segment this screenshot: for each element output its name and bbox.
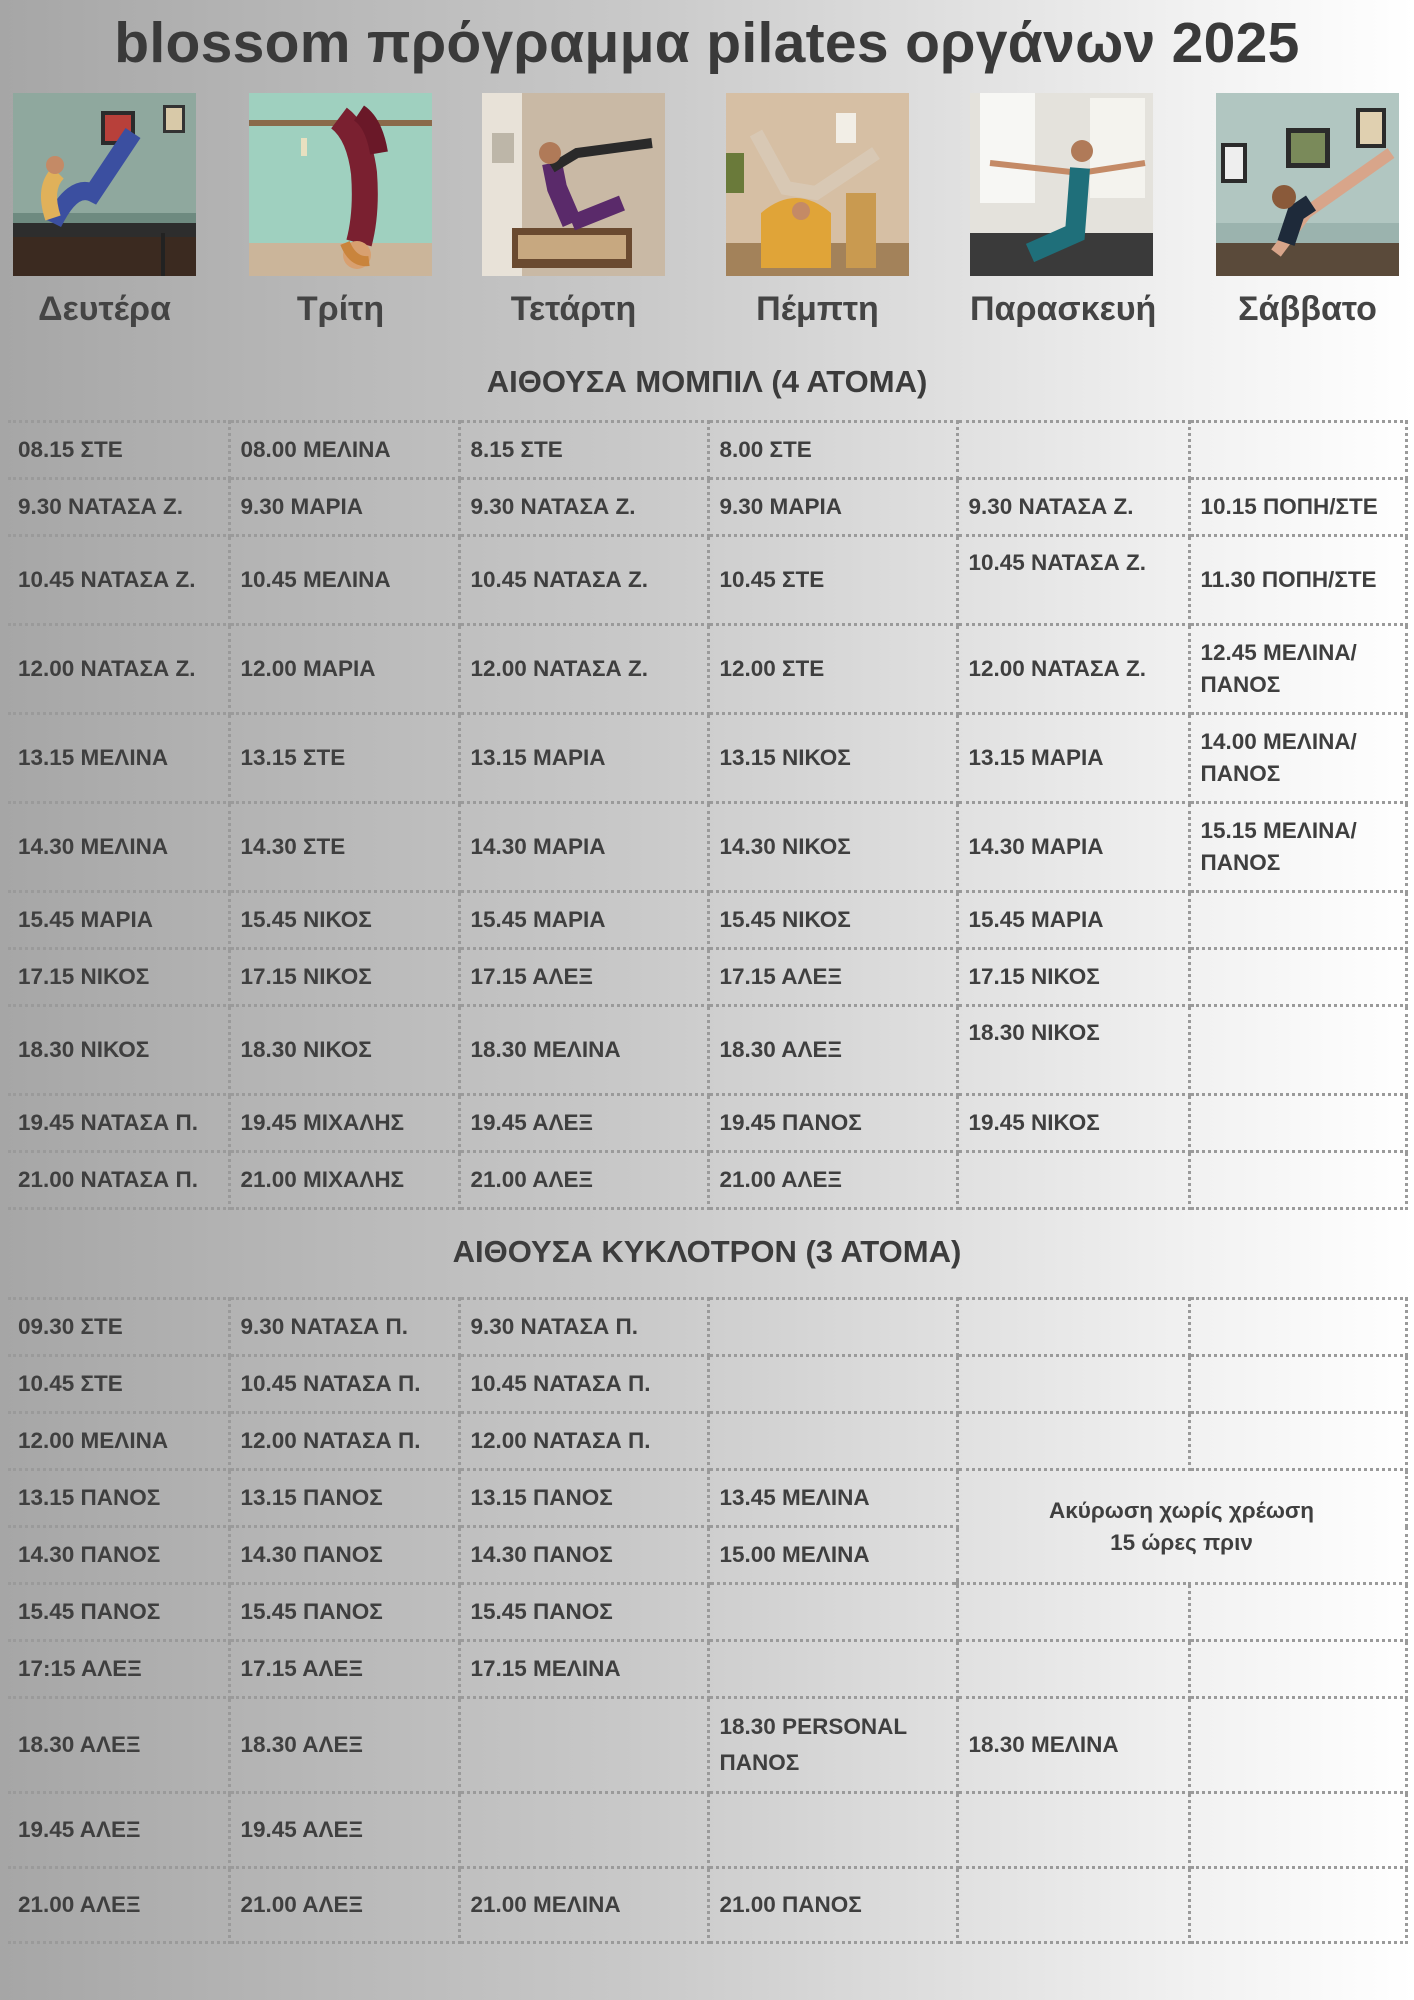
- table-cell: 21.00 ΠΑΝΟΣ: [708, 1868, 957, 1943]
- table-cell: 18.30 ΜΕΛΙΝΑ: [459, 1006, 708, 1095]
- table-cell: 17.15 ΑΛΕΞ: [229, 1641, 459, 1698]
- table-row: [8, 1299, 1406, 1356]
- table-cell: [1189, 1698, 1406, 1793]
- table-cell: 12.45 ΜΕΛΙΝΑ/ ΠΑΝΟΣ: [1189, 625, 1406, 714]
- table-cell: [957, 1356, 1189, 1413]
- page-title: blossom πρόγραμμα pilates οργάνων 2025: [114, 11, 1300, 75]
- table-cell: 18.30 ΝΙΚΟΣ: [957, 1006, 1189, 1095]
- table-cell: 10.45 ΝΑΤΑΣΑ Π.: [229, 1356, 459, 1413]
- table-cell: 14.30 ΜΑΡΙΑ: [957, 803, 1189, 892]
- day-column-monday: [13, 93, 196, 329]
- day-name: Πέμπτη: [756, 290, 879, 328]
- table-cell: 12.00 ΝΑΤΑΣΑ Π.: [459, 1413, 708, 1470]
- table-cell: [1189, 422, 1406, 479]
- table-cell: 18.30 ΝΙΚΟΣ: [8, 1006, 229, 1095]
- cancellation-note-line2: 15 ώρες πριν: [1110, 1529, 1253, 1555]
- table-cell: 18.30 PERSONAL ΠΑΝΟΣ: [708, 1698, 957, 1793]
- table-row: [8, 1413, 1406, 1470]
- table-cell: 10.45 ΝΑΤΑΣΑ Ζ.: [8, 536, 229, 625]
- table-cell: 9.30 ΝΑΤΑΣΑ Ζ.: [8, 479, 229, 536]
- table-cell: 9.30 ΝΑΤΑΣΑ Ζ.: [459, 479, 708, 536]
- table-cell: 14.30 ΜΕΛΙΝΑ: [8, 803, 229, 892]
- table-cell: 10.45 ΝΑΤΑΣΑ Π.: [459, 1356, 708, 1413]
- pilates-ladder-barrel-photo: [726, 93, 909, 276]
- table-cell: 15.45 ΜΑΡΙΑ: [459, 892, 708, 949]
- table-cell: 14.30 ΜΑΡΙΑ: [459, 803, 708, 892]
- table-cell: 15.45 ΠΑΝΟΣ: [8, 1584, 229, 1641]
- table-row: [8, 1793, 1406, 1868]
- table-cell: [1189, 1868, 1406, 1943]
- table-row: [8, 1470, 1406, 1527]
- table-row: [8, 1095, 1406, 1152]
- table-cell: 14.30 ΝΙΚΟΣ: [708, 803, 957, 892]
- day-name: Παρασκευή: [970, 290, 1157, 328]
- table-cell: [957, 1584, 1189, 1641]
- table-row: [8, 949, 1406, 1006]
- table-cell: 9.30 ΜΑΡΙΑ: [229, 479, 459, 536]
- table-cell: 12.00 ΜΑΡΙΑ: [229, 625, 459, 714]
- day-column-tuesday: [249, 93, 432, 329]
- pilates-reformer-teaser-photo: [13, 93, 196, 276]
- table-cell: [1189, 1413, 1406, 1470]
- table-cell: 15.45 ΜΑΡΙΑ: [957, 892, 1189, 949]
- table-cell: [1189, 1793, 1406, 1868]
- table-cell: [957, 1413, 1189, 1470]
- table-row: [8, 422, 1406, 479]
- table-cell: 8.15 ΣΤΕ: [459, 422, 708, 479]
- day-column-wednesday: [482, 93, 665, 329]
- table-cell: [708, 1584, 957, 1641]
- day-name: Σάββατο: [1238, 290, 1377, 328]
- table-cell: 15.45 ΝΙΚΟΣ: [229, 892, 459, 949]
- table-row: [8, 625, 1406, 714]
- table-cell: 18.30 ΑΛΕΞ: [229, 1698, 459, 1793]
- table-row: [8, 1152, 1406, 1209]
- table-cell: 15.15 ΜΕΛΙΝΑ/ ΠΑΝΟΣ: [1189, 803, 1406, 892]
- table-cell: 13.15 ΠΑΝΟΣ: [8, 1470, 229, 1527]
- table-cell: 12.00 ΝΑΤΑΣΑ Ζ.: [459, 625, 708, 714]
- table-cell: [957, 1641, 1189, 1698]
- table-cell: 19.45 ΑΛΕΞ: [229, 1793, 459, 1868]
- table-cell: 10.45 ΜΕΛΙΝΑ: [229, 536, 459, 625]
- table-cell: [459, 1793, 708, 1868]
- table-cell: 21.00 ΑΛΕΞ: [8, 1868, 229, 1943]
- table-cell: 12.00 ΝΑΤΑΣΑ Ζ.: [8, 625, 229, 714]
- table-cell: [957, 1793, 1189, 1868]
- table-cell: 10.15 ΠΟΠΗ/ΣΤΕ: [1189, 479, 1406, 536]
- table-cell: 13.45 ΜΕΛΙΝΑ: [708, 1470, 957, 1527]
- table-cell: 9.30 ΜΑΡΙΑ: [708, 479, 957, 536]
- table-cell: 13.15 ΠΑΝΟΣ: [229, 1470, 459, 1527]
- table-row: [8, 803, 1406, 892]
- table-cell: 13.15 ΜΑΡΙΑ: [957, 714, 1189, 803]
- table-row: [8, 1006, 1406, 1095]
- table-row: [8, 1698, 1406, 1793]
- table-cell: [708, 1793, 957, 1868]
- table-row: [8, 1641, 1406, 1698]
- table-cell: 18.30 ΑΛΕΞ: [708, 1006, 957, 1095]
- table-cell: 21.00 ΜΕΛΙΝΑ: [459, 1868, 708, 1943]
- pilates-reformer-man-photo: [482, 93, 665, 276]
- table-cell: 12.00 ΣΤΕ: [708, 625, 957, 714]
- table-row: [8, 536, 1406, 625]
- table-cell: 15.45 ΠΑΝΟΣ: [459, 1584, 708, 1641]
- section-title-room1: ΑΙΘΟΥΣΑ ΜΟΜΠΙΛ (4 ΑΤΟΜΑ): [486, 364, 928, 399]
- table-cell: 15.45 ΝΙΚΟΣ: [708, 892, 957, 949]
- table-row: [8, 714, 1406, 803]
- table-row: [8, 892, 1406, 949]
- table-row: [8, 479, 1406, 536]
- table-cell: 21.00 ΑΛΕΞ: [459, 1152, 708, 1209]
- table-cell: 21.00 ΜΙΧΑΛΗΣ: [229, 1152, 459, 1209]
- table-cell: 21.00 ΑΛΕΞ: [229, 1868, 459, 1943]
- table-cell: 12.00 ΝΑΤΑΣΑ Ζ.: [957, 625, 1189, 714]
- day-column-saturday: [1216, 93, 1399, 329]
- table-cell: [1189, 892, 1406, 949]
- table-cell: 11.30 ΠΟΠΗ/ΣΤΕ: [1189, 536, 1406, 625]
- table-cell: 13.15 ΜΕΛΙΝΑ: [8, 714, 229, 803]
- table-cell: 13.15 ΠΑΝΟΣ: [459, 1470, 708, 1527]
- table-cell: 18.30 ΑΛΕΞ: [8, 1698, 229, 1793]
- table-cell: 08.15 ΣΤΕ: [8, 422, 229, 479]
- table-cell: 17.15 ΜΕΛΙΝΑ: [459, 1641, 708, 1698]
- table-cell: 17.15 ΝΙΚΟΣ: [229, 949, 459, 1006]
- table-row: [8, 1868, 1406, 1943]
- table-cell: [957, 422, 1189, 479]
- table-cell: 14.00 ΜΕΛΙΝΑ/ ΠΑΝΟΣ: [1189, 714, 1406, 803]
- table-cell: [1189, 1299, 1406, 1356]
- schedule-table-room1: [8, 420, 1408, 1210]
- cancellation-note-line1: Ακύρωση χωρίς χρέωση: [1049, 1497, 1314, 1523]
- day-column-friday: [970, 93, 1157, 329]
- table-cell: 14.30 ΠΑΝΟΣ: [229, 1527, 459, 1584]
- day-column-thursday: [726, 93, 909, 329]
- table-cell: 10.45 ΣΤΕ: [708, 536, 957, 625]
- table-cell: 10.45 ΝΑΤΑΣΑ Ζ.: [459, 536, 708, 625]
- table-cell: 17:15 ΑΛΕΞ: [8, 1641, 229, 1698]
- table-cell: 8.00 ΣΤΕ: [708, 422, 957, 479]
- table-cell: 08.00 ΜΕΛΙΝΑ: [229, 422, 459, 479]
- table-cell: 19.45 ΜΙΧΑΛΗΣ: [229, 1095, 459, 1152]
- table-cell: [957, 1152, 1189, 1209]
- table-cell: 13.15 ΜΑΡΙΑ: [459, 714, 708, 803]
- pilates-inversion-photo: [249, 93, 432, 276]
- table-cell: [1189, 1584, 1406, 1641]
- table-cell: 13.15 ΣΤΕ: [229, 714, 459, 803]
- table-cell: 10.45 ΝΑΤΑΣΑ Ζ.: [957, 536, 1189, 625]
- table-cell: 19.45 ΝΙΚΟΣ: [957, 1095, 1189, 1152]
- table-cell: 12.00 ΝΑΤΑΣΑ Π.: [229, 1413, 459, 1470]
- table-cell: 14.30 ΠΑΝΟΣ: [459, 1527, 708, 1584]
- table-cell: [459, 1698, 708, 1793]
- table-cell: 17.15 ΑΛΕΞ: [459, 949, 708, 1006]
- table-cell: [1189, 1152, 1406, 1209]
- table-cell: 15.45 ΠΑΝΟΣ: [229, 1584, 459, 1641]
- table-cell: [1189, 1641, 1406, 1698]
- table-cell: 17.15 ΝΙΚΟΣ: [8, 949, 229, 1006]
- table-cell: 17.15 ΑΛΕΞ: [708, 949, 957, 1006]
- table-cell: 21.00 ΝΑΤΑΣΑ Π.: [8, 1152, 229, 1209]
- table-cell: 09.30 ΣΤΕ: [8, 1299, 229, 1356]
- table-cell: [957, 1868, 1189, 1943]
- table-cell: [708, 1299, 957, 1356]
- day-name: Τετάρτη: [510, 290, 637, 328]
- table-cell: 9.30 ΝΑΤΑΣΑ Π.: [229, 1299, 459, 1356]
- table-cell: 19.45 ΝΑΤΑΣΑ Π.: [8, 1095, 229, 1152]
- day-name: Δευτέρα: [38, 290, 171, 328]
- table-cell: 15.00 ΜΕΛΙΝΑ: [708, 1527, 957, 1584]
- table-cell: [1189, 1356, 1406, 1413]
- table-cell: [1189, 1095, 1406, 1152]
- table-cell: [708, 1356, 957, 1413]
- table-cell: [1189, 1006, 1406, 1095]
- pilates-straps-photo: [1216, 93, 1399, 276]
- table-row: [8, 1356, 1406, 1413]
- table-cell: [957, 1299, 1189, 1356]
- table-cell: [1189, 949, 1406, 1006]
- table-cell: 13.15 ΝΙΚΟΣ: [708, 714, 957, 803]
- table-cell: 10.45 ΣΤΕ: [8, 1356, 229, 1413]
- table-cell: 15.45 ΜΑΡΙΑ: [8, 892, 229, 949]
- table-cell: 18.30 ΜΕΛΙΝΑ: [957, 1698, 1189, 1793]
- table-cell: 19.45 ΑΛΕΞ: [459, 1095, 708, 1152]
- table-cell: 14.30 ΠΑΝΟΣ: [8, 1527, 229, 1584]
- table-cell: 9.30 ΝΑΤΑΣΑ Ζ.: [957, 479, 1189, 536]
- table-cell: 17.15 ΝΙΚΟΣ: [957, 949, 1189, 1006]
- section-title-room2: ΑΙΘΟΥΣΑ ΚΥΚΛΟΤΡΟΝ (3 ΑΤΟΜΑ): [452, 1234, 962, 1269]
- schedule-table-room2: [8, 1297, 1408, 1944]
- table-cell: [708, 1641, 957, 1698]
- table-cell: 19.45 ΑΛΕΞ: [8, 1793, 229, 1868]
- table-cell: [708, 1413, 957, 1470]
- table-cell: 19.45 ΠΑΝΟΣ: [708, 1095, 957, 1152]
- table-cell: 12.00 ΜΕΛΙΝΑ: [8, 1413, 229, 1470]
- table-cell: 21.00 ΑΛΕΞ: [708, 1152, 957, 1209]
- pilates-balance-photo: [970, 93, 1153, 276]
- day-name: Τρίτη: [296, 290, 385, 328]
- cancellation-note: [957, 1470, 1406, 1584]
- table-row: [8, 1584, 1406, 1641]
- table-cell: 9.30 ΝΑΤΑΣΑ Π.: [459, 1299, 708, 1356]
- table-cell: 14.30 ΣΤΕ: [229, 803, 459, 892]
- table-cell: 18.30 ΝΙΚΟΣ: [229, 1006, 459, 1095]
